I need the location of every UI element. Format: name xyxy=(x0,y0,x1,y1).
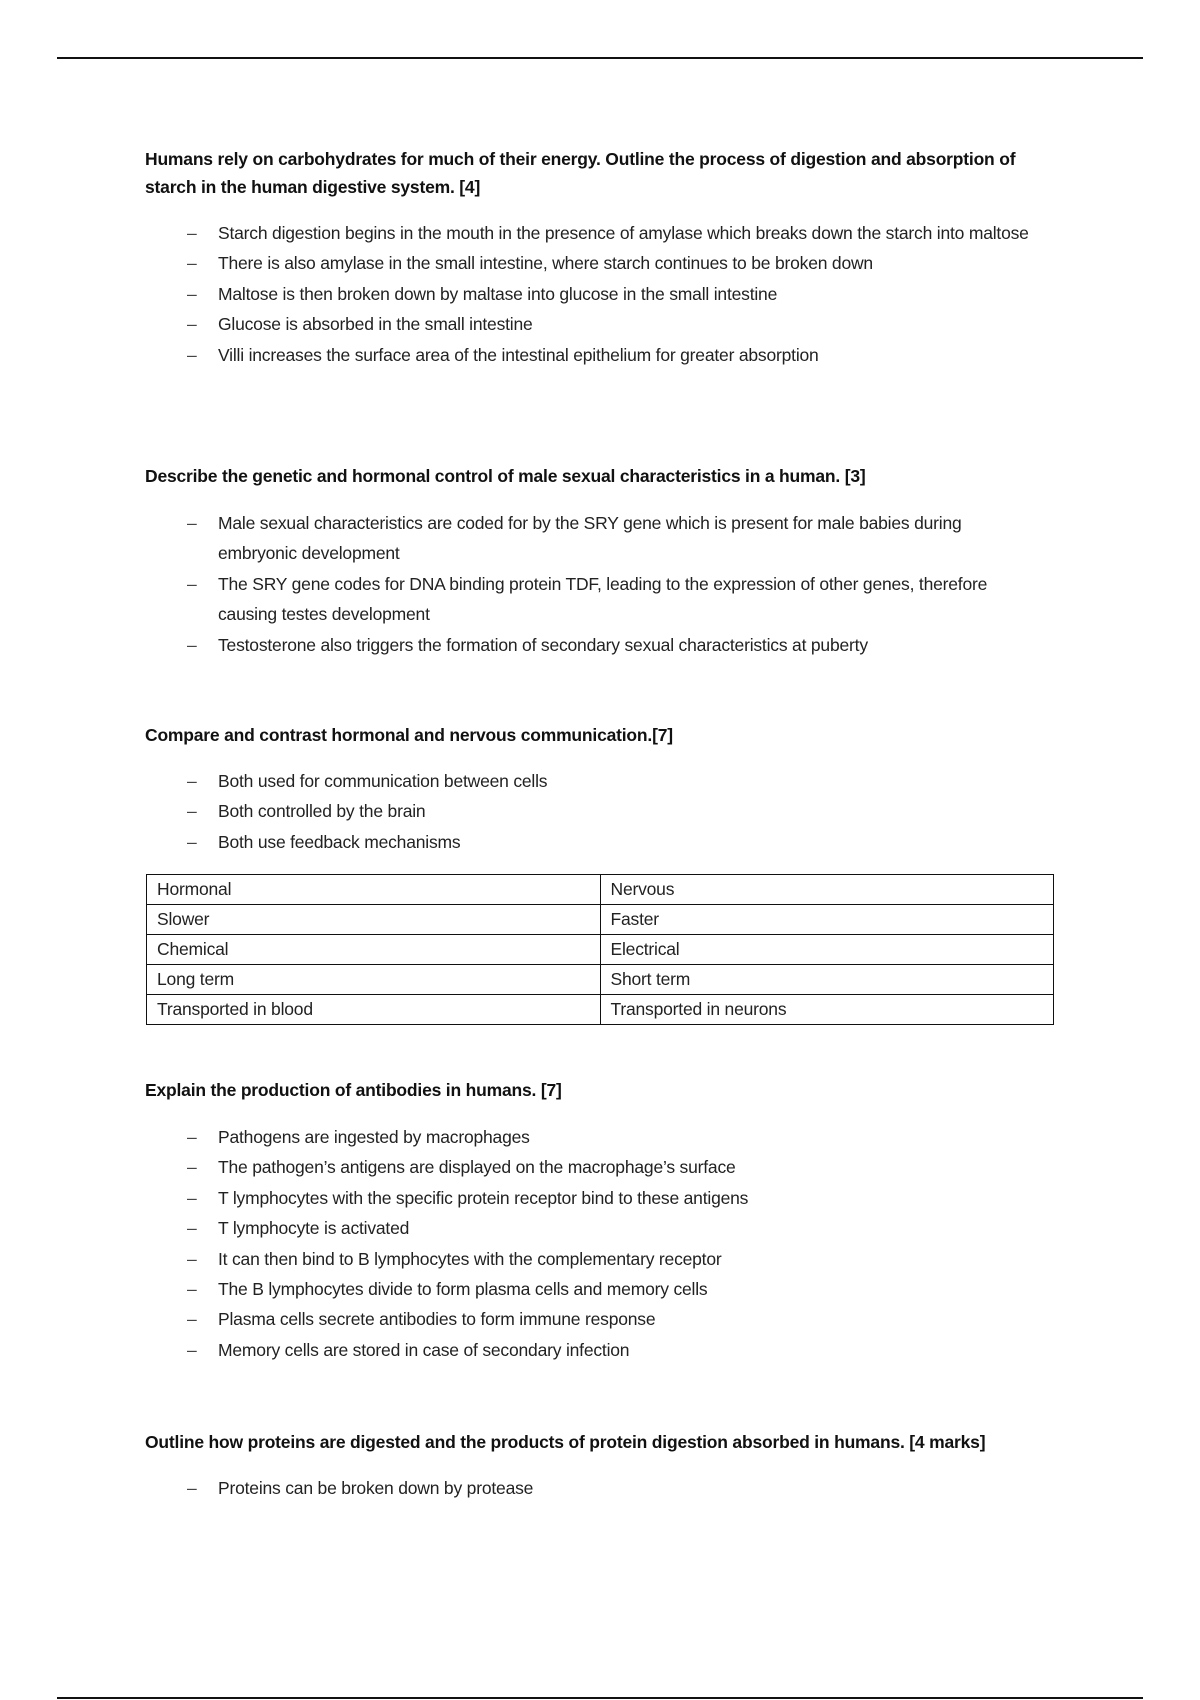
list-item: – Both use feedback mechanisms xyxy=(187,831,461,852)
list-item: – Testosterone also triggers the formation of secondary sexual characteristics at puberty xyxy=(187,634,868,655)
list-item: – Starch digestion begins in the mouth in the presence of amylase which breaks down the starch into maltose xyxy=(187,223,1029,243)
list-item: – The pathogen’s antigens are displayed on the macrophage’s surface xyxy=(187,1157,736,1178)
footer-rule xyxy=(57,1697,1143,1699)
answer-list xyxy=(145,508,1045,660)
list-item: – Both used for communication between cells xyxy=(187,771,548,791)
question-proteins xyxy=(145,1428,1045,1503)
answer-list xyxy=(145,766,1045,857)
question-communication xyxy=(145,721,1045,857)
list-item: – T lymphocyte is activated xyxy=(187,1218,410,1239)
list-item: – Memory cells are stored in case of secondary infection xyxy=(187,1339,630,1360)
table-row: Long term Short term xyxy=(147,965,1054,995)
table-row: Hormonal Nervous xyxy=(147,875,1054,905)
header-rule xyxy=(57,57,1143,59)
table-row: Slower Faster xyxy=(147,905,1054,935)
list-item: – Maltose is then broken down by maltase into glucose in the small intestine xyxy=(187,283,778,304)
table-row: Transported in blood Transported in neurons xyxy=(147,995,1054,1025)
table-row: Chemical Electrical xyxy=(147,935,1054,965)
list-item: – Pathogens are ingested by macrophages xyxy=(187,1127,530,1147)
answer-list xyxy=(145,1473,1045,1503)
list-item: – There is also amylase in the small intestine, where starch continues to be broken down xyxy=(187,253,873,274)
list-item: – Glucose is absorbed in the small intestine xyxy=(187,314,533,335)
list-item: – T lymphocytes with the specific protein receptor bind to these antigens xyxy=(187,1187,749,1208)
question-heading: Humans rely on carbohydrates for much of their energy. Outline the process of digestion and absorption of starch in the human digestive system. [4] xyxy=(145,149,1016,197)
list-item: – The SRY gene codes for DNA binding protein TDF, leading to the expression of other genes, therefore causing testes development xyxy=(187,573,988,625)
list-item: – Plasma cells secrete antibodies to form immune response xyxy=(187,1309,656,1330)
list-item: – Proteins can be broken down by protease xyxy=(187,1478,534,1498)
question-heading: Explain the production of antibodies in humans. [7] xyxy=(145,1080,562,1100)
list-item: – Both controlled by the brain xyxy=(187,801,426,822)
question-heading: Outline how proteins are digested and the products of protein digestion absorbed in humans. [4 marks] xyxy=(145,1432,986,1452)
comparison-table xyxy=(146,874,1054,1025)
answer-list xyxy=(145,218,1045,370)
question-starch xyxy=(145,145,1045,370)
question-heading: Describe the genetic and hormonal control of male sexual characteristics in a human. [3] xyxy=(145,466,866,486)
question-antibodies xyxy=(145,1076,1045,1365)
answer-list xyxy=(145,1122,1045,1365)
list-item: – It can then bind to B lymphocytes with the complementary receptor xyxy=(187,1248,722,1269)
question-male-characteristics xyxy=(145,462,1045,660)
list-item: – Male sexual characteristics are coded for by the SRY gene which is present for male babies during embryonic development xyxy=(187,513,962,564)
list-item: – Villi increases the surface area of the intestinal epithelium for greater absorption xyxy=(187,344,819,365)
question-heading: Compare and contrast hormonal and nervous communication.[7] xyxy=(145,725,673,745)
list-item: – The B lymphocytes divide to form plasma cells and memory cells xyxy=(187,1279,708,1300)
